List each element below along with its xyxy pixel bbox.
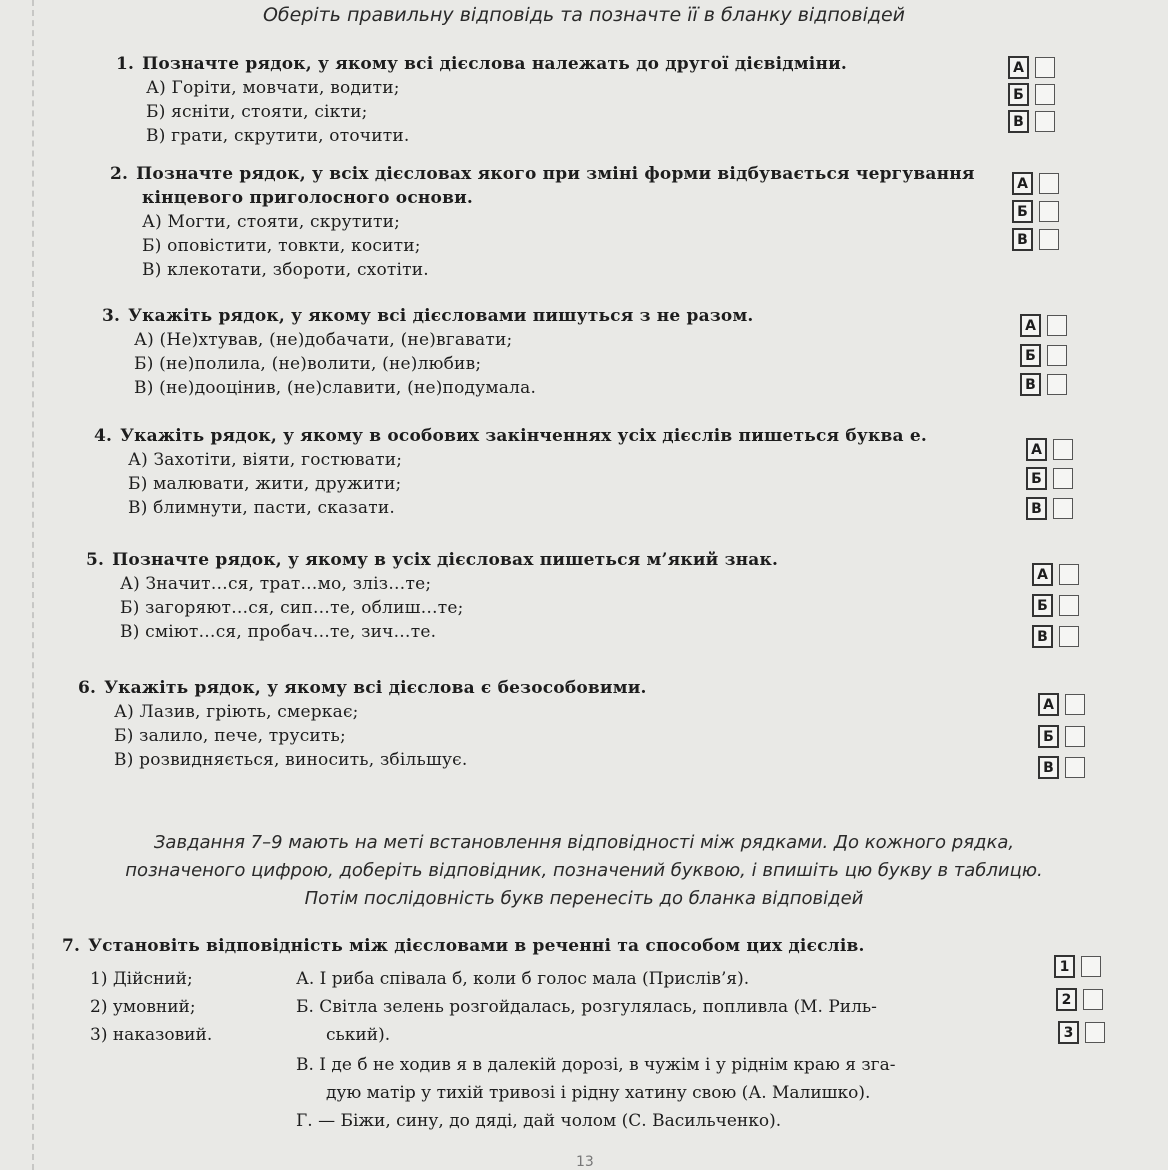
- question-1: [116, 52, 847, 148]
- option-b: Б) загоряют…ся, сип…те, облиш…те;: [120, 598, 464, 618]
- answer-checkbox[interactable]: [1065, 726, 1085, 747]
- option-a: А) Захотіти, віяти, гостювати;: [128, 450, 403, 470]
- section2-instruction-line2: позначеного цифрою, доберіть відповідник, позначений буквою, і впишіть цю букву в таблицю.: [125, 860, 1043, 881]
- answer-label: А: [1026, 438, 1047, 461]
- answer-label: В: [1038, 756, 1059, 779]
- answer-label: А: [1008, 56, 1029, 79]
- answer-label: Б: [1038, 725, 1059, 748]
- option-a: А) Могти, стояти, скрутити;: [142, 212, 401, 232]
- option-a: А) Значит…ся, трат…мо, зліз…те;: [120, 574, 432, 594]
- question-7: [62, 934, 865, 958]
- answer-cell[interactable]: [1081, 956, 1101, 977]
- mood-item-1: 1) Дійсний;: [90, 969, 193, 989]
- answer-checkbox[interactable]: [1065, 757, 1085, 778]
- question-stem: Укажіть рядок, у якому всі дієсловами пишуться з не разом.: [128, 306, 754, 326]
- page-number: 13: [576, 1154, 594, 1170]
- option-c: В) (не)дооцінив, (не)славити, (не)подумала.: [134, 378, 537, 398]
- answer-checkbox[interactable]: [1059, 564, 1079, 585]
- question-stem: Позначте рядок, у якому всі дієслова належать до другої дієвідміни.: [142, 54, 848, 74]
- question-stem: Установіть відповідність між дієсловами в реченні та способом цих дієслів.: [88, 936, 865, 956]
- answer-checkbox[interactable]: [1059, 595, 1079, 616]
- question-stem: Укажіть рядок, у якому всі дієслова є безособовими.: [104, 678, 647, 698]
- answer-label: В: [1032, 625, 1053, 648]
- mood-item-3: 3) наказовий.: [90, 1025, 213, 1045]
- answer-checkbox[interactable]: [1059, 626, 1079, 647]
- answer-checkbox[interactable]: [1053, 498, 1073, 519]
- sentence-d: Г. — Біжи, сину, до дяді, дай чолом (С. Васильченко).: [296, 1111, 782, 1131]
- option-c: В) грати, скрутити, оточити.: [146, 126, 410, 146]
- answer-checkbox[interactable]: [1053, 468, 1073, 489]
- answer-checkbox[interactable]: [1035, 84, 1055, 105]
- sentence-c-cont: дую матір у тихій тривозі і рідну хатину свою (А. Малишко).: [326, 1083, 871, 1103]
- sentence-a: А. І риба співала б, коли б голос мала (Прислів’я).: [296, 969, 750, 989]
- question-number: 5.: [86, 550, 105, 570]
- option-c: В) розвидняється, виносить, збільшує.: [114, 750, 468, 770]
- question-2: [110, 162, 975, 282]
- option-a: А) Горіти, мовчати, водити;: [146, 78, 400, 98]
- question-5: [86, 548, 778, 644]
- answer-label: Б: [1026, 467, 1047, 490]
- answer-label: В: [1026, 497, 1047, 520]
- option-b: Б) залило, пече, трусить;: [114, 726, 346, 746]
- answer-checkbox[interactable]: [1065, 694, 1085, 715]
- answer-cell[interactable]: [1085, 1022, 1105, 1043]
- option-b: Б) малювати, жити, дружити;: [128, 474, 402, 494]
- answer-checkbox[interactable]: [1047, 374, 1067, 395]
- question-number: 3.: [102, 306, 121, 326]
- answer-label: 2: [1056, 988, 1077, 1011]
- answer-label: Б: [1008, 83, 1029, 106]
- answer-label: В: [1012, 228, 1033, 251]
- answer-label: В: [1020, 373, 1041, 396]
- answer-checkbox[interactable]: [1039, 229, 1059, 250]
- question-stem: Позначте рядок, у всіх дієсловах якого при зміні форми відбувається чергування: [136, 164, 975, 184]
- answer-cell[interactable]: [1083, 989, 1103, 1010]
- section2-instruction-line1: Завдання 7–9 мають на меті встановлення відповідності між рядками. До кожного рядка,: [153, 832, 1015, 853]
- question-number: 4.: [94, 426, 113, 446]
- question-number: 7.: [62, 936, 81, 956]
- sentence-c: В. І де б не ходив я в далекій дорозі, в чужім і у ріднім краю я зга-: [296, 1055, 896, 1075]
- option-c: В) клекотати, збороти, схотіти.: [142, 260, 429, 280]
- option-c: В) блимнути, пасти, сказати.: [128, 498, 395, 518]
- question-4: [94, 424, 927, 520]
- answer-label: В: [1008, 110, 1029, 133]
- margin-line: [32, 0, 34, 1170]
- answer-label: А: [1012, 172, 1033, 195]
- option-b: Б) ясніти, стояти, сікти;: [146, 102, 368, 122]
- question-stem: Укажіть рядок, у якому в особових закінченнях усіх дієслів пишеться буква е.: [120, 426, 927, 446]
- answer-label: 1: [1054, 955, 1075, 978]
- option-a: А) (Не)хтував, (не)добачати, (не)вгавати;: [134, 330, 513, 350]
- option-b: Б) оповістити, товкти, косити;: [142, 236, 421, 256]
- sentence-b: Б. Світла зелень розгойдалась, розгулялась, попливла (М. Риль-: [296, 997, 877, 1017]
- instruction-header: Оберіть правильну відповідь та позначте її в бланку відповідей: [262, 4, 906, 26]
- option-c: В) сміют…ся, пробач…те, зич…те.: [120, 622, 437, 642]
- question-number: 6.: [78, 678, 97, 698]
- answer-label: 3: [1058, 1021, 1079, 1044]
- answer-checkbox[interactable]: [1053, 439, 1073, 460]
- answer-label: Б: [1012, 200, 1033, 223]
- question-3: [102, 304, 754, 400]
- answer-checkbox[interactable]: [1035, 111, 1055, 132]
- answer-checkbox[interactable]: [1047, 345, 1067, 366]
- option-a: А) Лазив, гріють, смеркає;: [114, 702, 359, 722]
- answer-label: А: [1020, 314, 1041, 337]
- answer-label: А: [1038, 693, 1059, 716]
- question-stem: Позначте рядок, у якому в усіх дієсловах пишеться м’який знак.: [112, 550, 779, 570]
- matching-table: [90, 966, 1030, 1146]
- option-b: Б) (не)полила, (не)волити, (не)любив;: [134, 354, 482, 374]
- answer-checkbox[interactable]: [1035, 57, 1055, 78]
- question-number: 1.: [116, 54, 135, 74]
- answer-label: А: [1032, 563, 1053, 586]
- question-6: [78, 676, 647, 772]
- sentence-b-cont: ський).: [326, 1025, 391, 1045]
- question-stem-cont: кінцевого приголосного основи.: [142, 188, 474, 208]
- answer-checkbox[interactable]: [1047, 315, 1067, 336]
- answer-label: Б: [1032, 594, 1053, 617]
- answer-label: Б: [1020, 344, 1041, 367]
- question-number: 2.: [110, 164, 129, 184]
- mood-item-2: 2) умовний;: [90, 997, 196, 1017]
- section2-instruction-line3: Потім послідовність букв перенесіть до бланка відповідей: [304, 888, 864, 909]
- answer-checkbox[interactable]: [1039, 201, 1059, 222]
- answer-checkbox[interactable]: [1039, 173, 1059, 194]
